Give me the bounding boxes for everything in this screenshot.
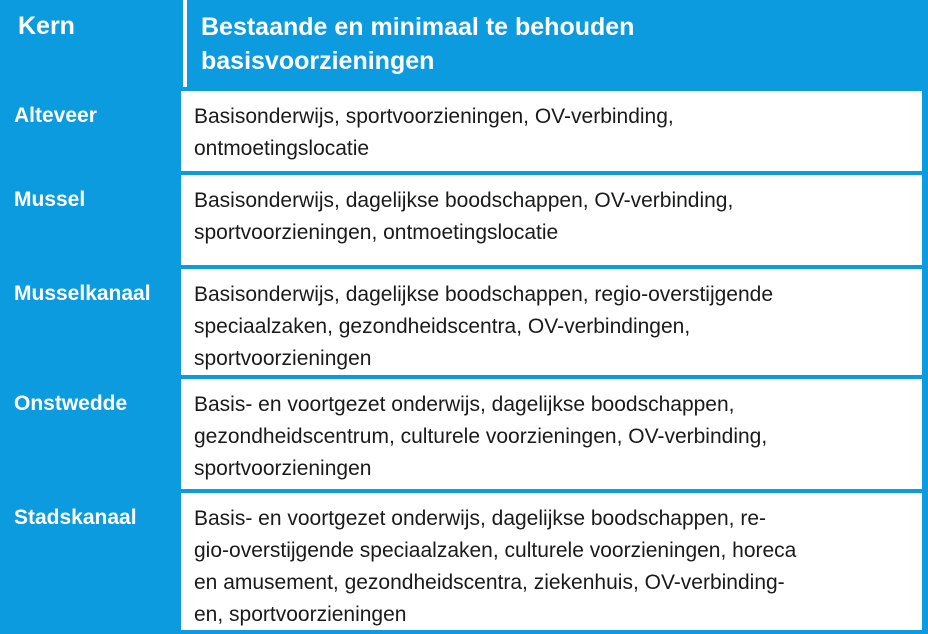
row-label-mussel: Mussel: [14, 188, 86, 211]
row-label-stadskanaal: Stadskanaal: [14, 506, 137, 529]
row-label-musselkanaal: Musselkanaal: [14, 282, 151, 305]
row-description-alteveer: Basisonderwijs, sportvoorzieningen, OV-verbinding, ontmoetingslocatie: [181, 91, 922, 171]
header-description: Bestaande en minimaal te behouden basisvoorzieningen: [201, 13, 635, 75]
row-label-alteveer: Alteveer: [14, 104, 97, 127]
header-kern: Kern: [18, 12, 75, 40]
row-label-onstwedde: Onstwedde: [14, 392, 128, 415]
row-description-musselkanaal: Basisonderwijs, dagelijkse boodschappen, regio-overstijgende speciaalzaken, gezondheidscentra, OV-verbindingen, sportvoorzieningen: [181, 269, 922, 375]
row-description-onstwedde: Basis- en voortgezet onderwijs, dagelijkse boodschappen, gezondheidscentrum, culturele voorzieningen, OV-verbinding, sportvoorzieningen: [181, 379, 922, 489]
row-description-stadskanaal: Basis- en voortgezet onderwijs, dagelijkse boodschappen, re- gio-overstijgende speciaalzaken, culturele voorzieningen, horeca en amusement, gezondheidscentra, ziekenhuis, OV-verbinding- en, sportvoorzieningen: [181, 493, 922, 630]
row-description-mussel: Basisonderwijs, dagelijkse boodschappen, OV-verbinding, sportvoorzieningen, ontmoetingslocatie: [181, 175, 922, 265]
